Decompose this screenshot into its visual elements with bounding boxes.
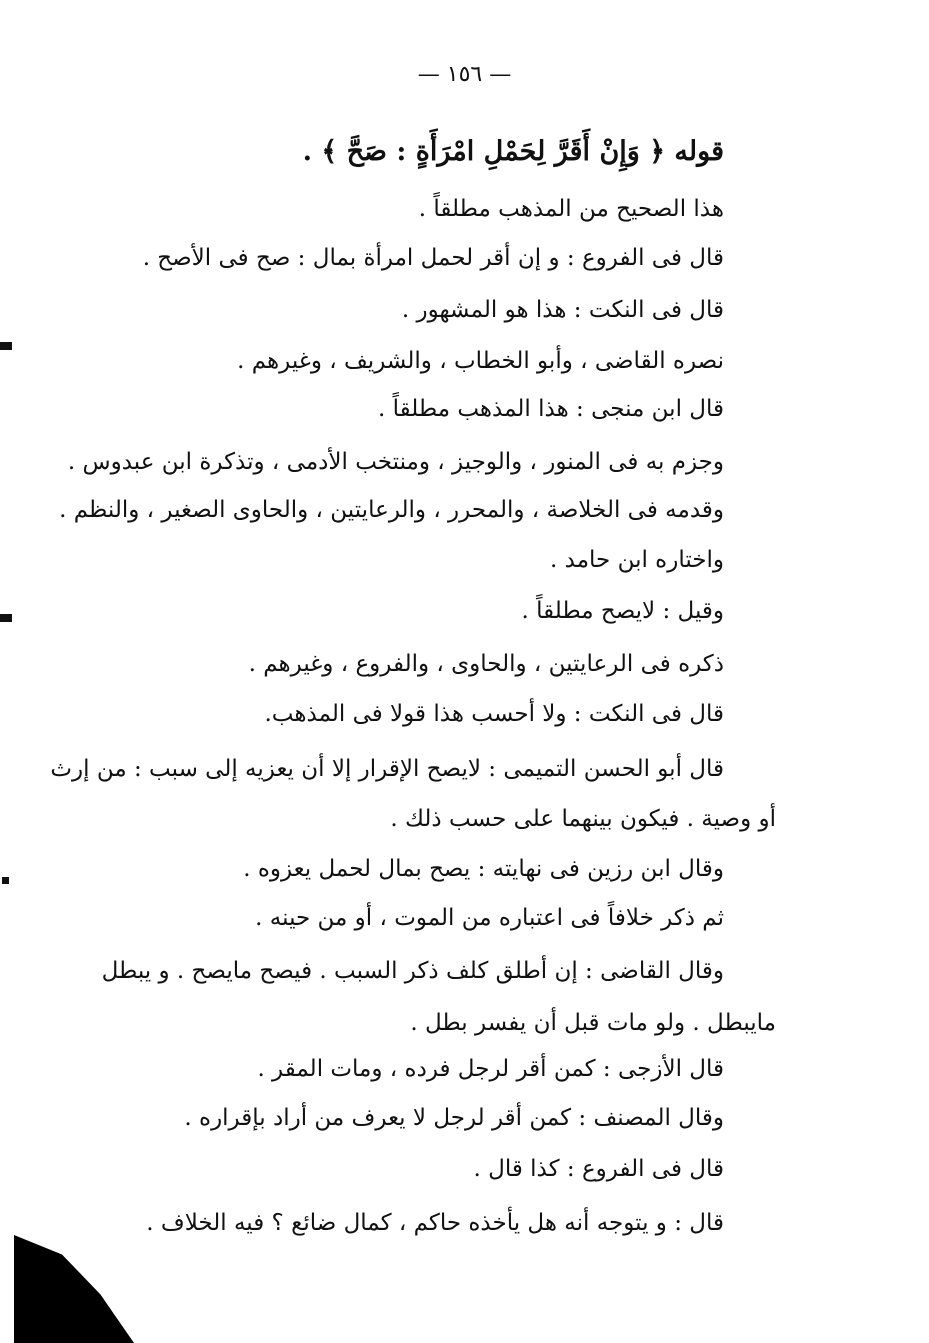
text-line: وقال المصنف : كمن أقر لرجل لا يعرف من أراد بإقراره .	[184, 1105, 724, 1131]
scan-corner-shadow	[14, 1235, 134, 1343]
text-line: وقال ابن رزين فى نهايته : يصح بمال لحمل يعزوه .	[243, 856, 724, 882]
text-line: أو وصية . فيكون بينهما على حسب ذلك .	[390, 806, 776, 832]
text-line: قال فى الفروع : و إن أقر لحمل امرأة بمال : صح فى الأصح .	[142, 245, 724, 271]
text-line: مايبطل . ولو مات قبل أن يفسر بطل .	[410, 1010, 776, 1036]
text-line: قال الأزجى : كمن أقر لرجل فرده ، ومات المقر .	[257, 1056, 724, 1082]
text-line: قال أبو الحسن التميمى : لايصح الإقرار إلا أن يعزيه إلى سبب : من إرث	[50, 756, 724, 782]
page-number: — ١٥٦ —	[417, 62, 512, 87]
text-line: وجزم به فى المنور ، والوجيز ، ومنتخب الأدمى ، وتذكرة ابن عبدوس .	[67, 449, 724, 475]
text-line: نصره القاضى ، وأبو الخطاب ، والشريف ، وغيرهم .	[237, 348, 724, 374]
text-line: قال فى النكت : ولا أحسب هذا قولا فى المذهب.	[264, 701, 724, 727]
text-line: هذا الصحيح من المذهب مطلقاً .	[418, 196, 724, 222]
text-line: وقيل : لايصح مطلقاً .	[521, 598, 724, 624]
text-line: قال فى الفروع : كذا قال .	[473, 1156, 724, 1182]
binding-hole-mark	[0, 342, 12, 350]
binding-hole-mark	[0, 614, 12, 622]
text-line: ذكره فى الرعايتين ، والحاوى ، والفروع ، وغيرهم .	[248, 651, 724, 677]
text-line: وقدمه فى الخلاصة ، والمحرر ، والرعايتين ، والحاوى الصغير ، والنظم .	[59, 497, 724, 523]
section-heading: قوله ﴿ وَإِنْ أَقَرَّ لِحَمْلِ امْرَأَةٍ : صَحَّ ﴾ .	[302, 136, 724, 167]
text-line: قال ابن منجى : هذا المذهب مطلقاً .	[377, 396, 724, 422]
text-line: قال فى النكت : هذا هو المشهور .	[401, 297, 724, 323]
text-line: قال : و يتوجه أنه هل يأخذه حاكم ، كمال ضائع ؟ فيه الخلاف .	[146, 1210, 724, 1236]
text-line: ثم ذكر خلافاً فى اعتباره من الموت ، أو من حينه .	[255, 905, 724, 931]
text-line: وقال القاضى : إن أطلق كلف ذكر السبب . فيصح مايصح . و يبطل	[101, 958, 724, 984]
text-line: واختاره ابن حامد .	[550, 547, 724, 573]
binding-hole-mark	[2, 877, 9, 884]
